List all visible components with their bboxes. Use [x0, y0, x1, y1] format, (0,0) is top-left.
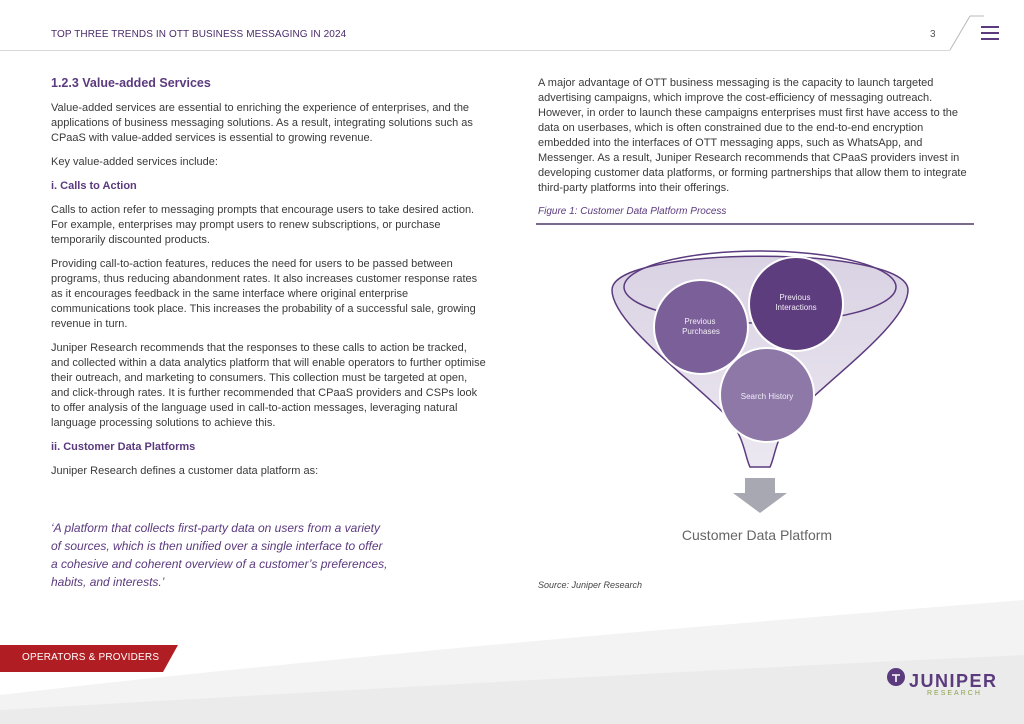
calls-to-action-p1: Calls to action refer to messaging prompts that encourage users to take desired action. For example, enterprises may prompt users to renew subscriptions, or purchase temporarily discounted products.: [51, 204, 475, 246]
juniper-logo-text: JUNIPER: [909, 671, 998, 691]
customer-data-platform-label: Customer Data Platform: [681, 527, 833, 543]
customer-data-platform-diagram: [610, 235, 910, 555]
figure-caption: Figure 1: Customer Data Platform Process: [538, 206, 727, 217]
page-number: 3: [930, 29, 936, 40]
section-heading: 1.2.3 Value-added Services: [51, 76, 211, 90]
customer-data-platforms-heading: ii. Customer Data Platforms: [51, 441, 196, 453]
cdp-definition-intro: Juniper Research defines a customer data platform as:: [51, 465, 319, 477]
previous-interactions-label-2: Interactions: [775, 303, 817, 312]
key-services-text: Key value-added services include:: [51, 156, 218, 168]
svg-text:Previous Purchases: [682, 317, 720, 336]
calls-to-action-p3: Juniper Research recommends that the responses to these calls to action be tracked, and collected within a data analytics platform that will enable operators to further optimise their outreach, and marketing to consumers. This collection must be targeted at open, and click-through rates. It is further recommended that CPaaS providers and CSPs look to offer analysis of the language used in call-to-action messages, leveraging natural language processing solutions to achieve this.: [51, 342, 486, 429]
intro-paragraph: Value-added services are essential to enriching the experience of enterprises, and the applications of business messaging solutions. As a result, integrating solutions such as CPaaS with value-added services is essential to growing revenue.: [51, 102, 473, 144]
menu-icon[interactable]: [981, 26, 999, 42]
figure-source: Source: Juniper Research: [538, 580, 643, 590]
search-history-label: Search History: [740, 392, 794, 401]
right-column: [538, 76, 974, 196]
cdp-definition-quote: ‘A platform that collects first-party data on users from a variety of sources, which is then unified over a single interface to offer a cohesive and coherent overview of a customer’s preferences, habits, and interests.’: [51, 521, 388, 589]
previous-purchases-label-1: Previous: [684, 317, 716, 326]
section-tab-label: OPERATORS & PROVIDERS: [22, 652, 160, 663]
svg-text:Previous Interactions: [775, 293, 816, 312]
down-arrow-icon: [733, 478, 787, 513]
calls-to-action-heading: i. Calls to Action: [51, 180, 137, 192]
ott-advantage-paragraph: A major advantage of OTT business messaging is the capacity to launch targeted advertising campaigns, which improve the cost-efficiency of messaging outreach. However, in order to launch these campaigns enterprises must first have access to the data on userbases, which is often constrained due to the end-to-end encryption embedded into the interfaces of OTT messaging apps, such as WhatsApp, and Messenger. As a result, Juniper Research recommends that CPaaS providers invest in developing customer data platforms, or forming partnerships that allow them to integrate third-party platforms into their offerings.: [538, 77, 967, 194]
header-slash-decoration: [944, 14, 984, 54]
calls-to-action-p2: Providing call-to-action features, reduces the need for users to be passed between programs, thus reducing abandonment rates. It also increases customer response rates as it encourages feedback in the same interface where original enterprise communications took place. This increases the probability of a successful sale, growing revenue in turn.: [51, 258, 478, 330]
header-divider: [0, 50, 950, 51]
left-column: [51, 76, 487, 488]
juniper-logo-subtext: RESEARCH: [927, 690, 982, 697]
header-title: TOP THREE TRENDS IN OTT BUSINESS MESSAGING IN 2024: [51, 29, 347, 40]
previous-purchases-label-2: Purchases: [682, 327, 720, 336]
figure-divider: [536, 223, 974, 225]
previous-interactions-label-1: Previous: [779, 293, 811, 302]
